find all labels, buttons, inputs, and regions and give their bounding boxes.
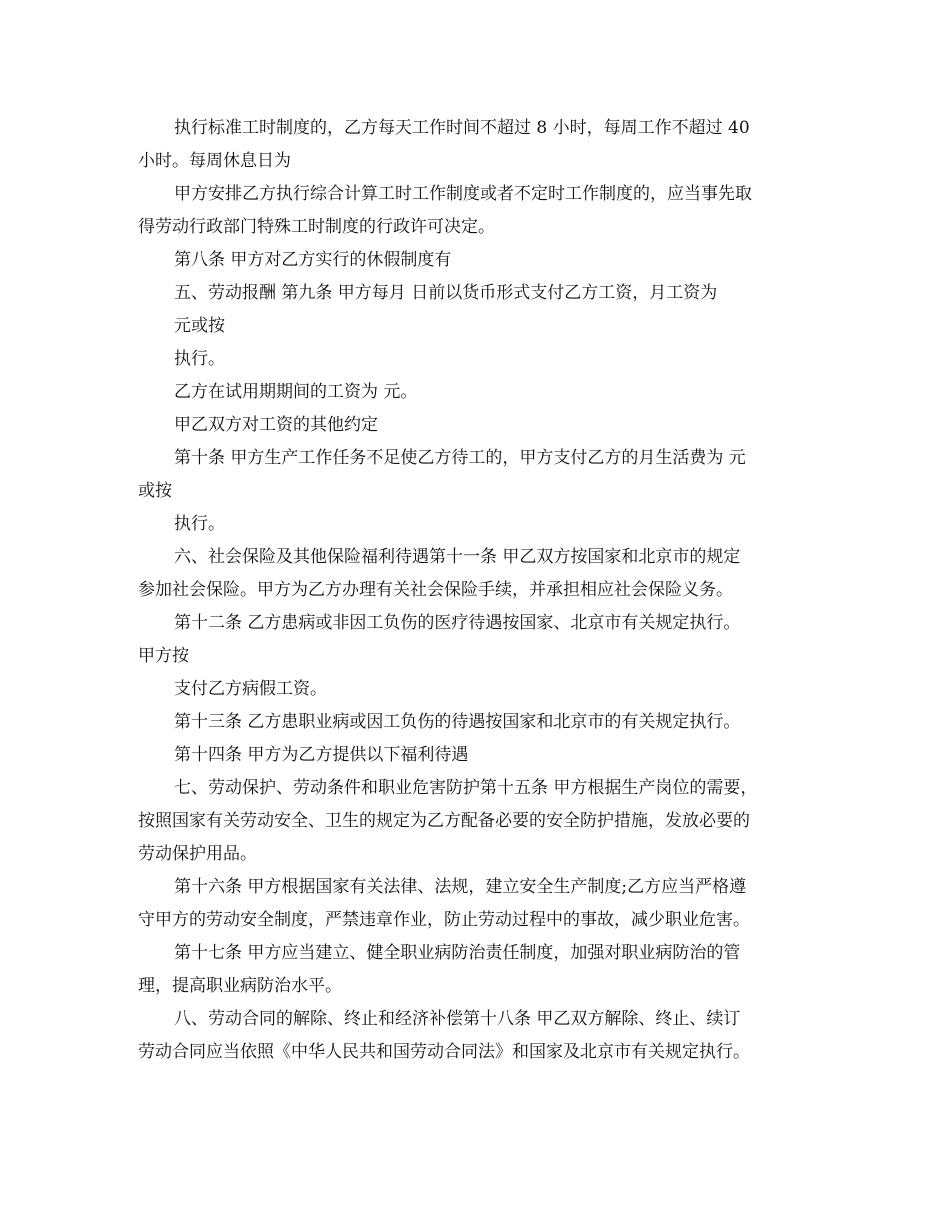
text-line: 参加社会保险。甲方为乙方办理有关社会保险手续，并承担相应社会保险义务。 — [138, 580, 733, 600]
text-line: 第十条 甲方生产工作任务不足使乙方待工的，甲方支付乙方的月生活费为 元 — [174, 448, 746, 468]
text-line: 执行。 — [174, 349, 225, 369]
text-line: 第十六条 甲方根据国家有关法律、法规，建立安全生产制度;乙方应当严格遵 — [174, 877, 747, 897]
text-line: 第十三条 乙方患职业病或因工负伤的待遇按国家和北京市的有关规定执行。 — [174, 712, 741, 732]
text-line: 甲乙双方对工资的其他约定 — [174, 415, 378, 435]
text-line: 守甲方的劳动安全制度，严禁违章作业，防止劳动过程中的事故，减少职业危害。 — [138, 910, 750, 930]
text-line: 得劳动行政部门特殊工时制度的行政许可决定。 — [138, 217, 495, 237]
text-line: 甲方安排乙方执行综合计算工时工作制度或者不定时工作制度的，应当事先取 — [174, 184, 752, 204]
text-line: 乙方在试用期期间的工资为 元。 — [174, 382, 418, 402]
text-line: 七、劳动保护、劳动条件和职业危害防护第十五条 甲方根据生产岗位的需要， — [174, 778, 758, 798]
text-line: 第十二条 乙方患病或非因工负伤的医疗待遇按国家、北京市有关规定执行。 — [174, 613, 741, 633]
text-line: 执行标准工时制度的，乙方每天工作时间不超过 8 小时，每周工作不超过 40 — [174, 118, 750, 138]
text-line: 八、劳动合同的解除、终止和经济补偿第十八条 甲乙双方解除、终止、续订 — [174, 1009, 741, 1029]
text-line: 执行。 — [174, 514, 225, 534]
text-line: 第八条 甲方对乙方实行的休假制度有 — [174, 250, 452, 270]
text-line: 甲方按 — [138, 646, 189, 666]
text-line: 劳动保护用品。 — [138, 844, 257, 864]
text-line: 支付乙方病假工资。 — [174, 679, 327, 699]
text-line: 元或按 — [174, 316, 225, 336]
text-line: 小时。每周休息日为 — [138, 151, 291, 171]
text-line: 理，提高职业病防治水平。 — [138, 976, 342, 996]
text-line: 第十七条 甲方应当建立、健全职业病防治责任制度，加强对职业病防治的管 — [174, 943, 741, 963]
document-body — [138, 112, 828, 1069]
text-line: 第十四条 甲方为乙方提供以下福利待遇 — [174, 745, 469, 765]
text-line: 六、社会保险及其他保险福利待遇第十一条 甲乙双方按国家和北京市的规定 — [174, 547, 741, 567]
text-line: 按照国家有关劳动安全、卫生的规定为乙方配备必要的安全防护措施，发放必要的 — [138, 811, 750, 831]
text-line: 劳动合同应当依照《中华人民共和国劳动合同法》和国家及北京市有关规定执行。 — [138, 1042, 750, 1062]
text-line: 五、劳动报酬 第九条 甲方每月 日前以货币形式支付乙方工资，月工资为 — [174, 283, 718, 303]
text-line: 或按 — [138, 481, 172, 501]
